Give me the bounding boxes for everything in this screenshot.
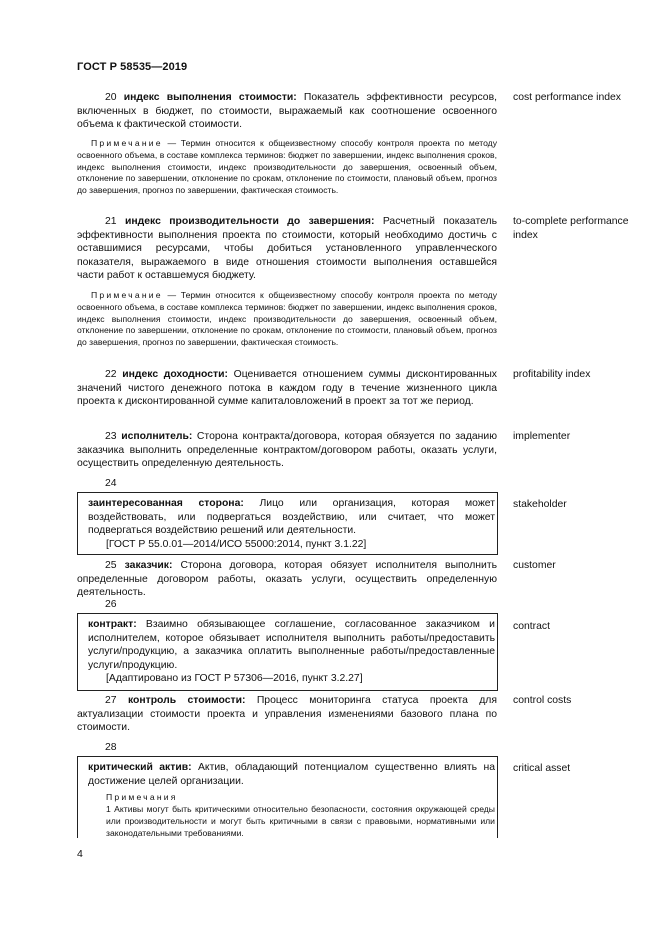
term-definition: Актив, обладающий потенциалом существенно влиять на достижение целей организации.	[88, 762, 496, 787]
english-term-27: control costs	[513, 695, 572, 706]
english-term-26: contract	[513, 621, 550, 632]
term-definition: Процесс мониторинга статуса проекта для актуализации стоимости проекта и управления изменениями базового плана по стоимости.	[77, 695, 497, 734]
term-number: 20	[105, 92, 117, 103]
term-entry-23	[77, 430, 497, 471]
term-title: заказчик:	[124, 560, 173, 571]
term-definition: Сторона договора, которая обязует исполнителя выполнить определенные договором работы, оказать услуги, осуществить определенную деятельность.	[77, 560, 498, 599]
term-entry-25	[77, 559, 497, 600]
term-title: исполнитель:	[121, 431, 193, 442]
note-label-28: Примечания	[106, 792, 178, 803]
term-number-24: 24	[105, 478, 117, 489]
term-entry-20	[77, 91, 497, 132]
term-reference: [Адаптировано из ГОСТ Р 57306—2016, пункт 3.2.27]	[106, 673, 363, 685]
english-term-21: to-complete performance index	[513, 216, 629, 241]
term-title: индекс производительности до завершения:	[124, 216, 375, 227]
term-definition: Оценивается отношением суммы дисконтированных значений чистого денежного потока в каждом году в течение жизненного цикла проекта к дисконтированной сумме капиталовложений в проект за тот же период.	[77, 369, 498, 408]
term-title: критический актив:	[88, 762, 192, 773]
english-term-24: stakeholder	[513, 499, 567, 510]
note-text: — Термин относится к общеизвестному способу контроля проекта по методу освоенного объема, в составе комплекса терминов: бюджет по завершении, индекс выполнения сроков, индекс выполнения стоимости, индекс производительности до завершения, освоенный объем, отклонение по завершении, отклонение по срокам, отклонение по стоимости, плановый объем, прогноз до завершения, прогноз по завершении, фактическая стоимость.	[77, 290, 497, 348]
english-term-20: cost performance index	[513, 92, 622, 103]
term-entry-27	[77, 694, 497, 735]
english-term-28: critical asset	[513, 763, 571, 774]
term-box-28	[77, 756, 498, 838]
term-title: индекс выполнения стоимости:	[123, 92, 297, 103]
note-20	[77, 138, 497, 197]
note-text: — Термин относится к общеизвестному способу контроля проекта по методу освоенного объема, в составе комплекса терминов: бюджет по завершении, индекс выполнения сроков, индекс выполнения стоимости, индекс производительности до завершения, освоенный объем, отклонение по завершении, отклонение по срокам, отклонение по стоимости, плановый объем, прогноз до завершения, прогноз по завершении, фактическая стоимость.	[77, 138, 497, 196]
term-definition: Сторона контракта/договора, которая обязуется по заданию заказчика выполнить определенные контрактом/договором работы, оказать услуги, осуществить определенную деятельность.	[77, 431, 497, 470]
term-definition: Показатель эффективности ресурсов, включенных в бюджет, по стоимости, выражаемый как соотношение освоенного объема к фактической стоимости.	[77, 92, 497, 131]
term-entry-22	[77, 368, 497, 409]
term-number: 23	[105, 431, 117, 442]
term-entry-24	[78, 497, 497, 538]
term-number-26: 26	[105, 599, 117, 610]
note-21	[77, 290, 497, 349]
term-definition: Лицо или организация, которая может воздействовать, или подвергаться воздействию, или считает, что может подвергаться воздействию решений или деятельности.	[88, 498, 495, 537]
english-term-25: customer	[513, 560, 556, 571]
term-reference: [ГОСТ Р 55.0.01—2014/ИСО 55000:2014, пункт 3.1.22]	[106, 538, 367, 550]
english-term-23: implementer	[513, 431, 571, 442]
note-28: 1 Активы могут быть критическими относительно безопасности, состояния окружающей среды или производительности и могут быть критичными в связи с правовыми, нормативными или законодательными требованиями.	[106, 803, 495, 838]
term-definition: Расчетный показатель эффективности выполнения проекта по стоимости, который необходимо достичь с оставшимися ресурсами, чтобы добиться установленного управленческого показателя, выражаемого в виде отношения стоимости выполнения оставшейся части работ к оставшемуся бюджету.	[77, 216, 498, 282]
note-label: Примечание	[91, 290, 163, 300]
term-number: 25	[105, 560, 117, 571]
term-title: индекс доходности:	[122, 369, 228, 380]
page-number: 4	[77, 848, 83, 860]
term-number-28: 28	[105, 742, 117, 753]
term-box-24	[77, 492, 498, 555]
term-number: 27	[105, 695, 117, 706]
english-term-22: profitability index	[513, 369, 591, 380]
term-entry-21	[77, 215, 497, 283]
note-label: Примечание	[91, 138, 163, 148]
term-entry-26	[78, 618, 497, 672]
document-header: ГОСТ Р 58535—2019	[77, 61, 188, 73]
term-title: контракт:	[88, 619, 137, 630]
term-title: заинтересованная сторона:	[88, 498, 244, 509]
term-definition: Взаимно обязывающее соглашение, согласованное заказчиком и исполнителем, которое обязывает исполнителя выполнить работы/предоставить услуги/продукцию, а заказчика оплатить выполненные работы/предоставленные услуги/продукцию.	[88, 619, 495, 671]
term-number: 21	[105, 216, 117, 227]
term-number: 22	[105, 369, 117, 380]
term-entry-28	[78, 761, 497, 788]
term-box-26	[77, 613, 498, 691]
term-title: контроль стоимости:	[127, 695, 246, 706]
